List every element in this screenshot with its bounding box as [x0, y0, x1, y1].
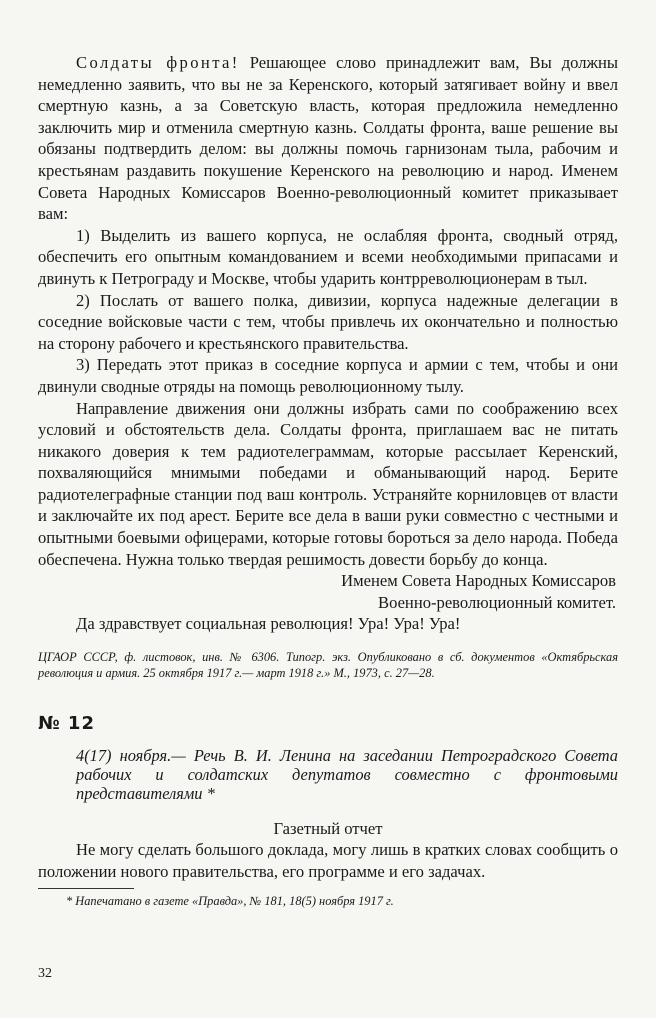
paragraph-direction: Направление движения они должны избрать сами по соображению всех условий и обстоятельств дела. Солдаты фронта, приглашаем вас не питать никакого доверия к тем радиотелеграммам, которые рассылает Керенский, похваляющийся мнимыми победами и обманывающий народ. Берите радиотелеграфные станции под ваш контроль. Устраняйте корниловцев от власти и заключайте их под арест. Берите все дела в ваши руки совместно с честными и опытными боевыми офицерами, которые готовы бороться за дело народа. Победа обеспечена. Нужна только твердая решимость довести борьбу до конца. — [38, 398, 618, 569]
paragraph-soldiers-appeal — [38, 52, 618, 225]
footnote: * Напечатано в газете «Правда», № 181, 18(5) ноября 1917 г. — [66, 894, 394, 909]
signature-line-1: Именем Совета Народных Комиссаров — [341, 571, 616, 591]
page-content — [38, 52, 618, 909]
order-point-2: 2) Послать от вашего полка, дивизии, корпуса надежные делегации в соседние войсковые части с тем, чтобы привлечь их окончательно и полностью на сторону рабочего и крестьянского правительства. — [38, 290, 618, 353]
closing-cheer: Да здравствует социальная революция! Ура! Ура! Ура! — [76, 614, 461, 634]
document-heading: 4(17) ноября.— Речь В. И. Ленина на заседании Петроградского Совета рабочих и солдатских депутатов совместно с фронтовыми представителями * — [76, 746, 618, 804]
order-point-1: 1) Выделить из вашего корпуса, не ослабляя фронта, сводный отряд, обеспечить его опытным командованием и всеми необходимыми припасами и двинуть к Петрограду и Москве, чтобы ударить контрреволюционерам в тыл. — [38, 225, 618, 288]
document-number: № 12 — [38, 713, 95, 735]
appeal-text: Решающее слово принадлежит вам, Вы должны немедленно заявить, что вы не за Керенского, который затягивает войну и ввел смертную казнь, а за Советскую власть, которая предложила немедленно заключить мир и отменила смертную казнь. Солдаты фронта, ваше решение вы обязаны подтвердить делом: вы должны помочь гарнизонам тыла, рабочим и крестьянам раздавить покушение Керенского на революцию и народ. Именем Совета Народных Комиссаров Военно-революционный комитет приказывает вам: — [38, 53, 618, 224]
signature-line-2: Военно-революционный комитет. — [378, 592, 616, 612]
archive-source-note: ЦГАОР СССР, ф. листовок, инв. № 6306. Типогр. экз. Опубликовано в сб. документов «Октябрьская революция и армия. 25 октября 1917 г.— март 1918 г.» М., 1973, с. 27—28. — [38, 650, 618, 681]
speech-text: Не могу сделать большого доклада, могу лишь в кратких словах сообщить о положении нового правительства, его программе и его задачах. — [38, 840, 618, 881]
document-subtitle: Газетный отчет — [273, 819, 383, 839]
page-number: 32 — [38, 966, 52, 981]
appeal-lead: Солдаты фронта! — [76, 53, 240, 72]
order-point-3: 3) Передать этот приказ в соседние корпуса и армии с тем, чтобы и они двинули сводные отряды на помощь революционному тылу. — [38, 355, 618, 396]
footnote-divider — [38, 888, 134, 889]
